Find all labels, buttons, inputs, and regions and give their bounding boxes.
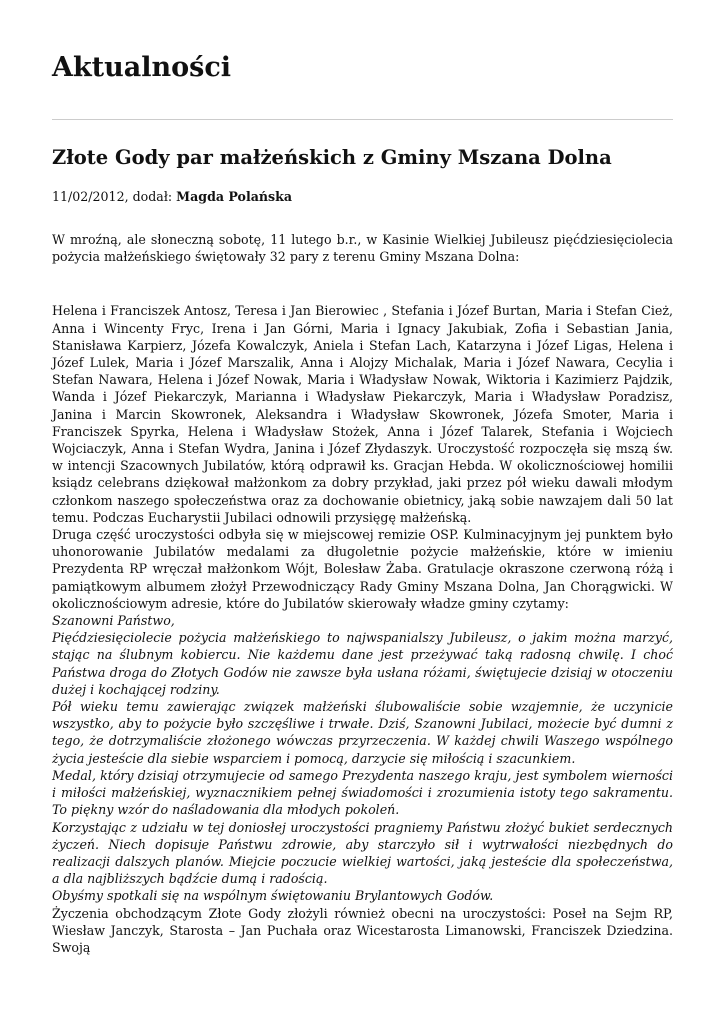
author-label: , dodał: <box>124 189 173 204</box>
letter-paragraph: Korzystając z udziału w tej doniosłej uroczystości pragniemy Państwu złożyć bukiet serdecznych życzeń. Niech dopisuje Państwu zdrowie, aby starczyło sił i wytrwałości niezbędnych do realizacji dalszych planów. Miejcie poczucie wielkiej wartości, jaką jesteście dla społeczeństwa, a dla najbliższych bądźcie dumą i radością. <box>52 819 673 887</box>
article-meta <box>52 189 292 205</box>
letter-paragraph: Pół wieku temu zawierając związek małżeński ślubowaliście sobie wzajemnie, że uczynicie wszystko, aby to pożycie było szczęśliwe i trwałe. Dziś, Szanowni Jubilaci, możecie być dumni z tego, że dotrzymaliście złożonego wówczas przyrzeczenia. W każdej chwili Waszego wspólnego życia jesteście dla siebie wsparciem i pomocą, darzycie się miłością i szacunkiem. <box>52 699 673 766</box>
letter-closing: Obyśmy spotkali się na wspólnym świętowaniu Brylantowych Godów. <box>52 888 494 904</box>
header-divider <box>52 119 673 120</box>
ceremony-paragraph: Druga część uroczystości odbyła się w miejscowej remizie OSP. Kulminacyjnym jej punktem było uhonorowanie Jubilatów medalami za długoletnie pożycie małżeńskie, które w imieniu Prezydenta RP wręczał małżonkom Wójt, Bolesław Żaba. Gratulacje okraszone czerwoną różą i pamiątkowym albumem złożył Przewodniczący Rady Gminy Mszana Dolna, Jan Chorągwicki. W okolicznościowym adresie, które do Jubilatów skierowały władze gminy czytamy: <box>52 527 673 611</box>
article-title: Złote Gody par małżeńskich z Gminy Mszana Dolna <box>52 146 612 169</box>
letter-salutation: Szanowni Państwo, <box>52 613 175 629</box>
intro-paragraph: W mroźną, ale słoneczną sobotę, 11 lutego b.r., w Kasinie Wielkiej Jubileusz pięćdziesięciolecia pożycia małżeńskiego świętowały 32 pary z terenu Gminy Mszana Dolna: <box>52 232 673 265</box>
section-title: Aktualności <box>52 52 232 83</box>
article-body <box>52 231 673 956</box>
closing-paragraph: Życzenia obchodzącym Złote Gody złożyli również obecni na uroczystości: Poseł na Sejm RP, Wiesław Janczyk, Starosta – Jan Puchała oraz Wicestarosta Limanowski, Franciszek Dziedzina. Swoją <box>52 905 673 955</box>
article-date: 11/02/2012 <box>52 189 125 204</box>
couples-paragraph: Helena i Franciszek Antosz, Teresa i Jan Bierowiec , Stefania i Józef Burtan, Maria i Stefan Cież, Anna i Wincenty Fryc, Irena i Jan Górni, Maria i Ignacy Jakubiak, Zofia i Sebastian Jania, Stanisława Karpierz, Józefa Kowalczyk, Aniela i Stefan Lach, Katarzyna i Józef Ligas, Helena i Józef Lulek, Maria i Józef Marszalik, Anna i Alojzy Michalak, Maria i Józef Nawara, Cecylia i Stefan Nawara, Helena i Józef Nowak, Maria i Władysław Nowak, Wiktoria i Kazimierz Pajdzik, Wanda i Józef Piekarczyk, Marianna i Władysław Piekarczyk, Maria i Władysław Poradzisz, Janina i Marcin Skowronek, Aleksandra i Władysław Skowronek, Józefa Smoter, Maria i Franciszek Spyrka, Helena i Władysław Stożek, Anna i Józef Talarek, Stefania i Wojciech Wojciaczyk, Anna i Stefan Wydra, Janina i Józef Złydaszyk. Uroczystość rozpoczęła się mszą św. w intencji Szacownych Jubilatów, którą odprawił ks. Gracjan Hebda. W okolicznościowej homilii ksiądz celebrans dziękował małżonkom za dobry przykład, jaki przez pół wieku dawali młodym członkom naszego społeczeństwa oraz za dochowanie obietnicy, jaką sobie nawzajem dali 50 lat temu. Podczas Eucharystii Jubilaci odnowili przysięgę małżeńską. <box>52 303 673 525</box>
letter-paragraph: Medal, który dzisiaj otrzymujecie od samego Prezydenta naszego kraju, jest symbolem wierności i miłości małżeńskiej, wyznacznikiem pełnej świadomości i zrozumienia istoty tego sakramentu. To piękny wzór do naśladowania dla młodych pokoleń. <box>52 767 673 818</box>
article-author: Magda Polańska <box>176 189 293 204</box>
letter-paragraph: Pięćdziesięciolecie pożycia małżeńskiego to najwspanialszy Jubileusz, o jakim można marzyć, stając na ślubnym kobiercu. Nie każdemu dane jest przeżywać taką radosną chwilę. I choć Państwa droga do Złotych Godów nie zawsze była usłana różami, świętujecie dzisiaj w otoczeniu dużej i kochającej rodziny. <box>52 630 673 697</box>
